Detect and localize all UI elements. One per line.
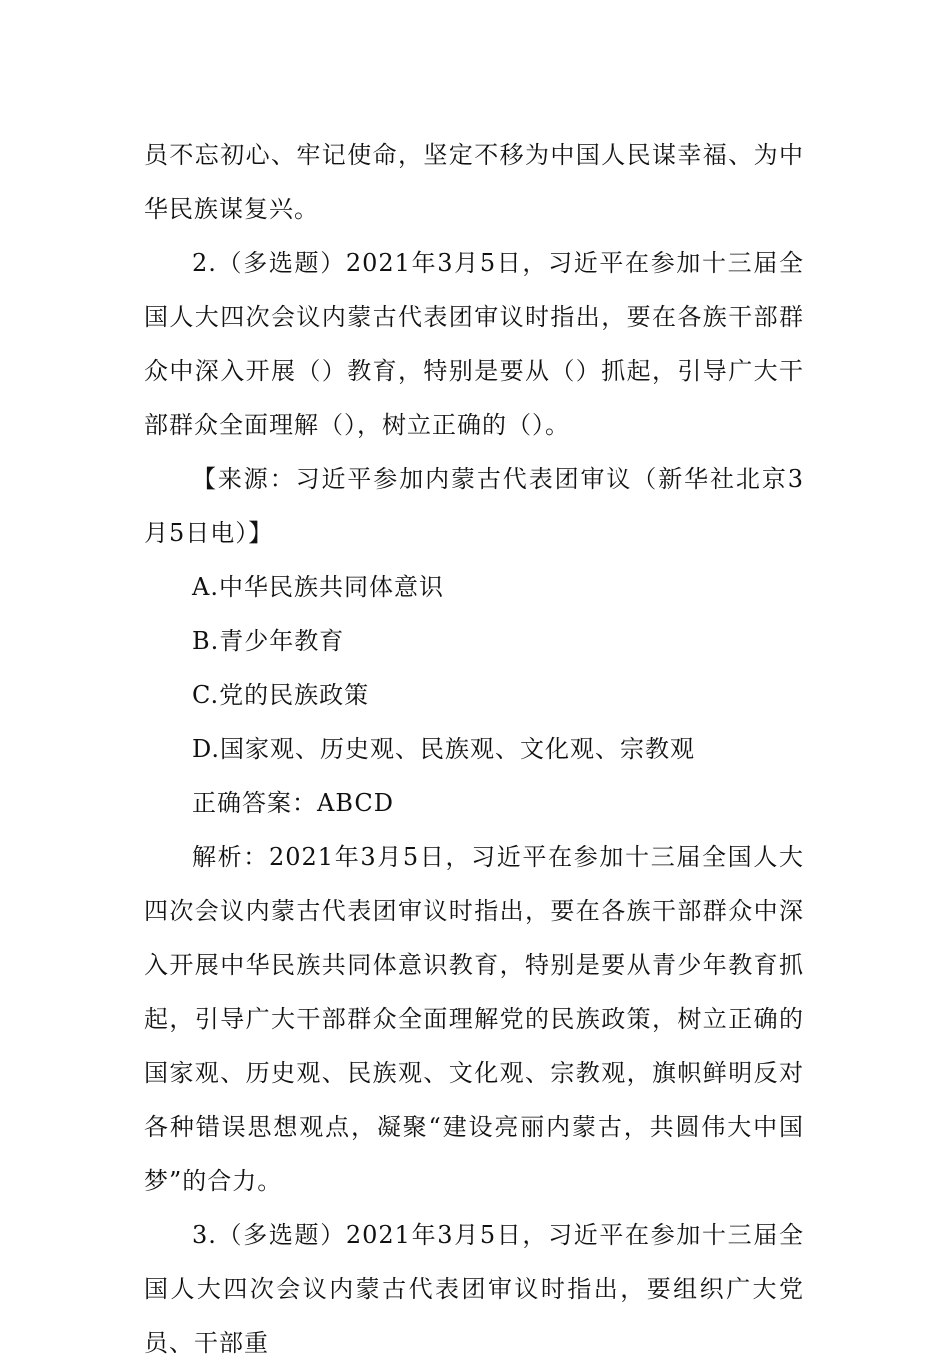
question-2-option-a: A.中华民族共同体意识: [192, 573, 444, 601]
question-2-stem: 2.（多选题）2021年3月5日，习近平在参加十三届全国人大四次会议内蒙古代表团审议时指出，要在各族干部群众中深入开展（）教育，特别是要从（）抓起，引导广大干部群众全面理解（），树立正确的（）。: [144, 249, 804, 439]
document-body: [144, 128, 804, 1370]
question-2-answer: 正确答案：ABCD: [192, 789, 395, 817]
paragraph-continuation: 员不忘初心、牢记使命，坚定不移为中国人民谋幸福、为中华民族谋复兴。: [144, 141, 804, 223]
question-2-analysis: 解析：2021年3月5日，习近平在参加十三届全国人大四次会议内蒙古代表团审议时指出，要在各族干部群众中深入开展中华民族共同体意识教育，特别是要从青少年教育抓起，引导广大干部群众全面理解党的民族政策，树立正确的国家观、历史观、民族观、文化观、宗教观，旗帜鲜明反对各种错误思想观点，凝聚“建设亮丽内蒙古，共圆伟大中国梦”的合力。: [144, 843, 804, 1195]
question-3-stem: 3.（多选题）2021年3月5日，习近平在参加十三届全国人大四次会议内蒙古代表团审议时指出，要组织广大党员、干部重: [144, 1221, 804, 1357]
question-2-source: 【来源：习近平参加内蒙古代表团审议（新华社北京3月5日电）】: [144, 465, 804, 547]
question-2-option-d: D.国家观、历史观、民族观、文化观、宗教观: [192, 735, 696, 763]
question-2-option-b: B.青少年教育: [192, 627, 345, 655]
question-2-option-c: C.党的民族政策: [192, 681, 370, 709]
